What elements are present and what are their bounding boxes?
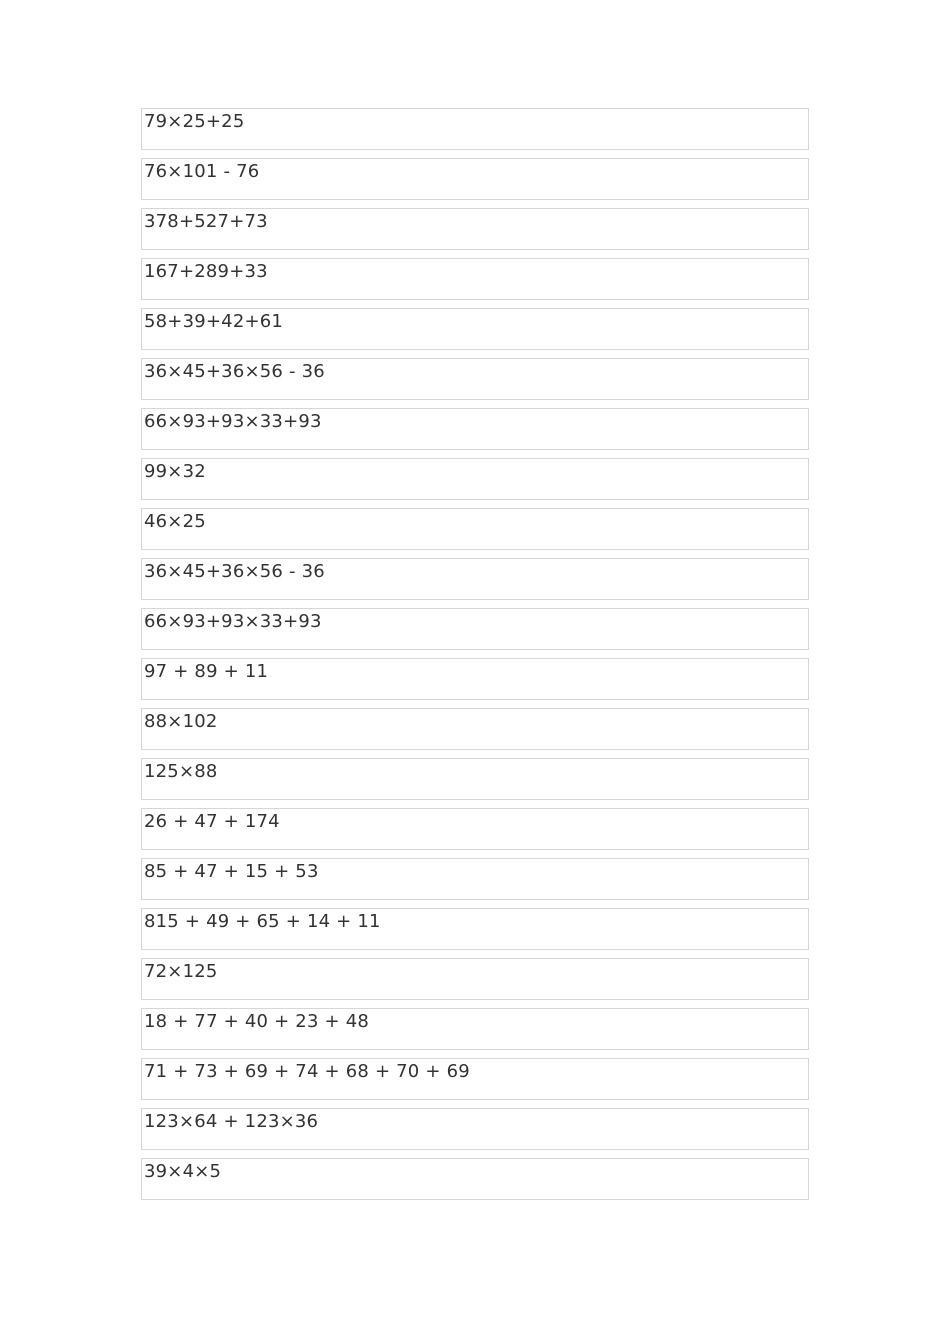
problem-row-18 [141, 958, 809, 1000]
problem-row-10 [141, 558, 809, 600]
problem-text: 76×101 - 76 [144, 161, 260, 182]
problem-row-3 [141, 208, 809, 250]
problem-text: 85 + 47 + 15 + 53 [144, 861, 319, 882]
problem-row-9 [141, 508, 809, 550]
problem-text: 167+289+33 [144, 261, 268, 282]
problem-text: 66×93+93×33+93 [144, 411, 322, 432]
problem-row-21 [141, 1108, 809, 1150]
problem-text: 36×45+36×56 - 36 [144, 361, 325, 382]
problem-text: 378+527+73 [144, 211, 268, 232]
problem-row-4 [141, 258, 809, 300]
problem-text: 66×93+93×33+93 [144, 611, 322, 632]
problem-text: 58+39+42+61 [144, 311, 284, 332]
problem-row-14 [141, 758, 809, 800]
problem-row-16 [141, 858, 809, 900]
problem-row-5 [141, 308, 809, 350]
problem-row-1 [141, 108, 809, 150]
problem-row-7 [141, 408, 809, 450]
problem-text: 36×45+36×56 - 36 [144, 561, 325, 582]
problem-row-12 [141, 658, 809, 700]
problem-row-19 [141, 1008, 809, 1050]
problem-text: 79×25+25 [144, 111, 245, 132]
problem-text: 39×4×5 [144, 1161, 222, 1182]
problem-text: 46×25 [144, 511, 206, 532]
problem-row-11 [141, 608, 809, 650]
problem-row-8 [141, 458, 809, 500]
problem-text: 72×125 [144, 961, 218, 982]
worksheet [141, 108, 809, 1208]
problem-text: 88×102 [144, 711, 218, 732]
problem-row-6 [141, 358, 809, 400]
problem-text: 99×32 [144, 461, 206, 482]
problem-row-17 [141, 908, 809, 950]
problem-text: 97 + 89 + 11 [144, 661, 269, 682]
problem-text: 26 + 47 + 174 [144, 811, 280, 832]
problem-row-20 [141, 1058, 809, 1100]
problem-row-13 [141, 708, 809, 750]
problem-text: 815 + 49 + 65 + 14 + 11 [144, 911, 381, 932]
problem-text: 123×64 + 123×36 [144, 1111, 319, 1132]
problem-row-22 [141, 1158, 809, 1200]
problem-text: 71 + 73 + 69 + 74 + 68 + 70 + 69 [144, 1061, 470, 1082]
problem-row-15 [141, 808, 809, 850]
problem-text: 125×88 [144, 761, 218, 782]
problem-row-2 [141, 158, 809, 200]
problem-text: 18 + 77 + 40 + 23 + 48 [144, 1011, 370, 1032]
